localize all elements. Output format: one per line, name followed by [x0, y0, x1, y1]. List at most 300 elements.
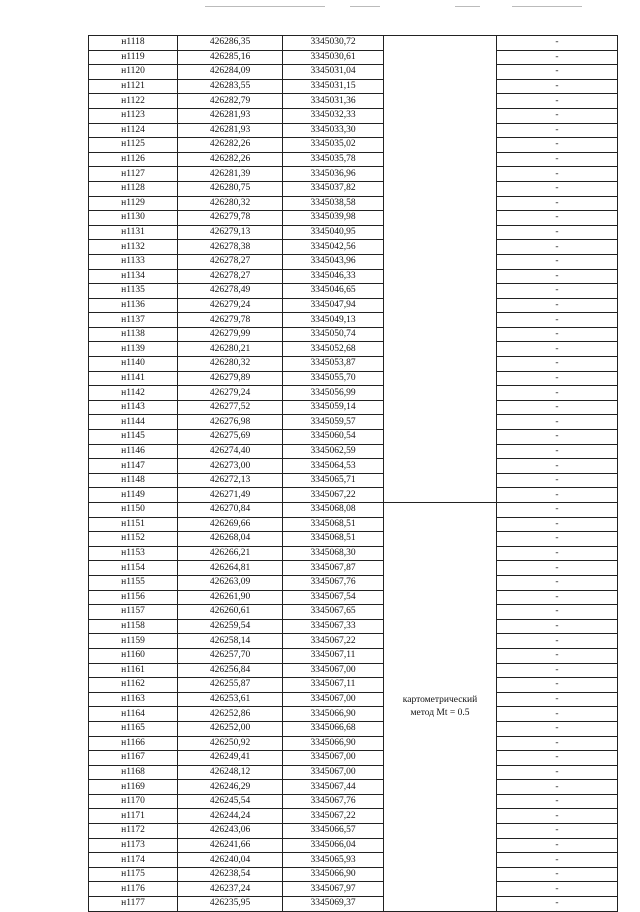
y-coordinate-cell: 3345067,11 [283, 678, 384, 693]
y-coordinate-cell: 3345067,22 [283, 809, 384, 824]
dash-cell: - [497, 707, 618, 722]
x-coordinate-cell: 426282,26 [178, 138, 283, 153]
y-coordinate-cell: 3345067,00 [283, 765, 384, 780]
y-coordinate-cell: 3345031,15 [283, 79, 384, 94]
point-id-cell: н1121 [89, 79, 178, 94]
point-id-cell: н1145 [89, 430, 178, 445]
dash-cell: - [497, 809, 618, 824]
y-coordinate-cell: 3345055,70 [283, 371, 384, 386]
dash-cell: - [497, 678, 618, 693]
y-coordinate-cell: 3345067,87 [283, 561, 384, 576]
dash-cell: - [497, 546, 618, 561]
method-text-line: картометрический [402, 694, 478, 705]
table-row [89, 619, 618, 634]
table-body [89, 36, 618, 912]
x-coordinate-cell: 426256,84 [178, 663, 283, 678]
point-id-cell: н1131 [89, 225, 178, 240]
point-id-cell: н1165 [89, 721, 178, 736]
point-id-cell: н1127 [89, 167, 178, 182]
point-id-cell: н1144 [89, 415, 178, 430]
y-coordinate-cell: 3345067,33 [283, 619, 384, 634]
point-id-cell: н1163 [89, 692, 178, 707]
y-coordinate-cell: 3345039,98 [283, 211, 384, 226]
table-row [89, 79, 618, 94]
coordinates-table-container [88, 35, 618, 912]
x-coordinate-cell: 426278,27 [178, 269, 283, 284]
point-id-cell: н1142 [89, 386, 178, 401]
x-coordinate-cell: 426271,49 [178, 488, 283, 503]
table-row [89, 488, 618, 503]
dash-cell: - [497, 473, 618, 488]
x-coordinate-cell: 426270,84 [178, 503, 283, 518]
dash-cell: - [497, 648, 618, 663]
y-coordinate-cell: 3345065,93 [283, 853, 384, 868]
dash-cell: - [497, 50, 618, 65]
y-coordinate-cell: 3345066,04 [283, 838, 384, 853]
x-coordinate-cell: 426263,09 [178, 575, 283, 590]
point-id-cell: н1138 [89, 327, 178, 342]
point-id-cell: н1173 [89, 838, 178, 853]
method-cell-empty [384, 36, 497, 503]
x-coordinate-cell: 426273,00 [178, 459, 283, 474]
dash-cell: - [497, 400, 618, 415]
point-id-cell: н1136 [89, 298, 178, 313]
point-id-cell: н1146 [89, 444, 178, 459]
y-coordinate-cell: 3345035,78 [283, 152, 384, 167]
x-coordinate-cell: 426281,39 [178, 167, 283, 182]
point-id-cell: н1157 [89, 605, 178, 620]
x-coordinate-cell: 426258,14 [178, 634, 283, 649]
table-row [89, 269, 618, 284]
y-coordinate-cell: 3345067,76 [283, 575, 384, 590]
table-row [89, 838, 618, 853]
x-coordinate-cell: 426279,99 [178, 327, 283, 342]
point-id-cell: н1139 [89, 342, 178, 357]
y-coordinate-cell: 3345066,90 [283, 707, 384, 722]
y-coordinate-cell: 3345068,51 [283, 532, 384, 547]
y-coordinate-cell: 3345050,74 [283, 327, 384, 342]
y-coordinate-cell: 3345060,54 [283, 430, 384, 445]
x-coordinate-cell: 426280,21 [178, 342, 283, 357]
table-row [89, 605, 618, 620]
x-coordinate-cell: 426249,41 [178, 751, 283, 766]
x-coordinate-cell: 426252,00 [178, 721, 283, 736]
y-coordinate-cell: 3345030,61 [283, 50, 384, 65]
point-id-cell: н1164 [89, 707, 178, 722]
point-id-cell: н1143 [89, 400, 178, 415]
table-row [89, 575, 618, 590]
dash-cell: - [497, 313, 618, 328]
y-coordinate-cell: 3345064,53 [283, 459, 384, 474]
x-coordinate-cell: 426281,93 [178, 123, 283, 138]
dash-cell: - [497, 357, 618, 372]
coordinates-table [88, 35, 618, 912]
point-id-cell: н1170 [89, 794, 178, 809]
y-coordinate-cell: 3345030,72 [283, 36, 384, 51]
y-coordinate-cell: 3345037,82 [283, 181, 384, 196]
point-id-cell: н1161 [89, 663, 178, 678]
y-coordinate-cell: 3345052,68 [283, 342, 384, 357]
x-coordinate-cell: 426248,12 [178, 765, 283, 780]
dash-cell: - [497, 269, 618, 284]
point-id-cell: н1160 [89, 648, 178, 663]
y-coordinate-cell: 3345066,68 [283, 721, 384, 736]
table-row [89, 824, 618, 839]
point-id-cell: н1124 [89, 123, 178, 138]
x-coordinate-cell: 426278,49 [178, 284, 283, 299]
x-coordinate-cell: 426279,13 [178, 225, 283, 240]
table-row [89, 444, 618, 459]
y-coordinate-cell: 3345033,30 [283, 123, 384, 138]
y-coordinate-cell: 3345038,58 [283, 196, 384, 211]
x-coordinate-cell: 426240,04 [178, 853, 283, 868]
point-id-cell: н1168 [89, 765, 178, 780]
y-coordinate-cell: 3345031,04 [283, 65, 384, 80]
x-coordinate-cell: 426259,54 [178, 619, 283, 634]
point-id-cell: н1152 [89, 532, 178, 547]
y-coordinate-cell: 3345059,14 [283, 400, 384, 415]
dash-cell: - [497, 415, 618, 430]
point-id-cell: н1140 [89, 357, 178, 372]
dash-cell: - [497, 867, 618, 882]
point-id-cell: н1148 [89, 473, 178, 488]
y-coordinate-cell: 3345069,37 [283, 897, 384, 912]
y-coordinate-cell: 3345056,99 [283, 386, 384, 401]
x-coordinate-cell: 426235,95 [178, 897, 283, 912]
dash-cell: - [497, 79, 618, 94]
point-id-cell: н1129 [89, 196, 178, 211]
x-coordinate-cell: 426277,52 [178, 400, 283, 415]
table-row [89, 65, 618, 80]
x-coordinate-cell: 426278,27 [178, 254, 283, 269]
dash-cell: - [497, 488, 618, 503]
table-row [89, 327, 618, 342]
dash-cell: - [497, 619, 618, 634]
dash-cell: - [497, 459, 618, 474]
point-id-cell: н1155 [89, 575, 178, 590]
x-coordinate-cell: 426261,90 [178, 590, 283, 605]
dash-cell: - [497, 517, 618, 532]
dash-cell: - [497, 503, 618, 518]
table-row [89, 357, 618, 372]
x-coordinate-cell: 426279,78 [178, 313, 283, 328]
point-id-cell: н1176 [89, 882, 178, 897]
y-coordinate-cell: 3345065,71 [283, 473, 384, 488]
dash-cell: - [497, 386, 618, 401]
dash-cell: - [497, 444, 618, 459]
x-coordinate-cell: 426250,92 [178, 736, 283, 751]
y-coordinate-cell: 3345067,22 [283, 634, 384, 649]
dash-cell: - [497, 430, 618, 445]
table-row [89, 284, 618, 299]
table-row [89, 36, 618, 51]
table-row [89, 751, 618, 766]
y-coordinate-cell: 3345067,44 [283, 780, 384, 795]
dash-cell: - [497, 824, 618, 839]
point-id-cell: н1166 [89, 736, 178, 751]
header-scan-marks [0, 6, 640, 12]
dash-cell: - [497, 240, 618, 255]
method-cell [384, 503, 497, 912]
table-row [89, 386, 618, 401]
point-id-cell: н1126 [89, 152, 178, 167]
y-coordinate-cell: 3345036,96 [283, 167, 384, 182]
y-coordinate-cell: 3345067,00 [283, 751, 384, 766]
x-coordinate-cell: 426272,13 [178, 473, 283, 488]
dash-cell: - [497, 897, 618, 912]
table-row [89, 503, 618, 518]
table-row [89, 313, 618, 328]
table-row [89, 897, 618, 912]
dash-cell: - [497, 575, 618, 590]
point-id-cell: н1125 [89, 138, 178, 153]
x-coordinate-cell: 426255,87 [178, 678, 283, 693]
x-coordinate-cell: 426283,55 [178, 79, 283, 94]
x-coordinate-cell: 426285,16 [178, 50, 283, 65]
table-row [89, 546, 618, 561]
y-coordinate-cell: 3345042,56 [283, 240, 384, 255]
dash-cell: - [497, 765, 618, 780]
table-row [89, 663, 618, 678]
point-id-cell: н1172 [89, 824, 178, 839]
x-coordinate-cell: 426279,89 [178, 371, 283, 386]
table-row [89, 415, 618, 430]
point-id-cell: н1150 [89, 503, 178, 518]
x-coordinate-cell: 426243,06 [178, 824, 283, 839]
table-row [89, 50, 618, 65]
dash-cell: - [497, 167, 618, 182]
table-row [89, 371, 618, 386]
method-text-line: метод Mt = 0.5 [410, 707, 470, 718]
x-coordinate-cell: 426269,66 [178, 517, 283, 532]
point-id-cell: н1153 [89, 546, 178, 561]
x-coordinate-cell: 426275,69 [178, 430, 283, 445]
point-id-cell: н1135 [89, 284, 178, 299]
x-coordinate-cell: 426238,54 [178, 867, 283, 882]
table-row [89, 473, 618, 488]
dash-cell: - [497, 298, 618, 313]
point-id-cell: н1159 [89, 634, 178, 649]
table-row [89, 430, 618, 445]
dash-cell: - [497, 284, 618, 299]
table-row [89, 532, 618, 547]
y-coordinate-cell: 3345031,36 [283, 94, 384, 109]
table-row [89, 809, 618, 824]
x-coordinate-cell: 426253,61 [178, 692, 283, 707]
y-coordinate-cell: 3345043,96 [283, 254, 384, 269]
dash-cell: - [497, 532, 618, 547]
table-row [89, 765, 618, 780]
point-id-cell: н1154 [89, 561, 178, 576]
point-id-cell: н1158 [89, 619, 178, 634]
y-coordinate-cell: 3345059,57 [283, 415, 384, 430]
table-row [89, 181, 618, 196]
y-coordinate-cell: 3345067,00 [283, 663, 384, 678]
dash-cell: - [497, 853, 618, 868]
dash-cell: - [497, 371, 618, 386]
point-id-cell: н1118 [89, 36, 178, 51]
table-row [89, 780, 618, 795]
point-id-cell: н1133 [89, 254, 178, 269]
x-coordinate-cell: 426284,09 [178, 65, 283, 80]
table-row [89, 634, 618, 649]
y-coordinate-cell: 3345066,57 [283, 824, 384, 839]
x-coordinate-cell: 426282,26 [178, 152, 283, 167]
dash-cell: - [497, 94, 618, 109]
y-coordinate-cell: 3345040,95 [283, 225, 384, 240]
table-row [89, 853, 618, 868]
dash-cell: - [497, 108, 618, 123]
point-id-cell: н1169 [89, 780, 178, 795]
dash-cell: - [497, 692, 618, 707]
table-row [89, 459, 618, 474]
table-row [89, 196, 618, 211]
y-coordinate-cell: 3345067,65 [283, 605, 384, 620]
table-row [89, 138, 618, 153]
table-row [89, 108, 618, 123]
table-row [89, 648, 618, 663]
y-coordinate-cell: 3345032,33 [283, 108, 384, 123]
point-id-cell: н1128 [89, 181, 178, 196]
x-coordinate-cell: 426244,24 [178, 809, 283, 824]
dash-cell: - [497, 254, 618, 269]
point-id-cell: н1141 [89, 371, 178, 386]
dash-cell: - [497, 794, 618, 809]
table-row [89, 867, 618, 882]
point-id-cell: н1149 [89, 488, 178, 503]
x-coordinate-cell: 426279,78 [178, 211, 283, 226]
table-row [89, 254, 618, 269]
table-row [89, 240, 618, 255]
point-id-cell: н1156 [89, 590, 178, 605]
x-coordinate-cell: 426280,32 [178, 357, 283, 372]
table-row [89, 94, 618, 109]
x-coordinate-cell: 426252,86 [178, 707, 283, 722]
y-coordinate-cell: 3345046,33 [283, 269, 384, 284]
x-coordinate-cell: 426268,04 [178, 532, 283, 547]
y-coordinate-cell: 3345047,94 [283, 298, 384, 313]
dash-cell: - [497, 196, 618, 211]
y-coordinate-cell: 3345068,08 [283, 503, 384, 518]
dash-cell: - [497, 327, 618, 342]
table-row [89, 590, 618, 605]
table-row [89, 678, 618, 693]
x-coordinate-cell: 426276,98 [178, 415, 283, 430]
dash-cell: - [497, 181, 618, 196]
point-id-cell: н1167 [89, 751, 178, 766]
y-coordinate-cell: 3345067,54 [283, 590, 384, 605]
dash-cell: - [497, 152, 618, 167]
x-coordinate-cell: 426281,93 [178, 108, 283, 123]
dash-cell: - [497, 882, 618, 897]
y-coordinate-cell: 3345066,90 [283, 867, 384, 882]
dash-cell: - [497, 138, 618, 153]
point-id-cell: н1171 [89, 809, 178, 824]
x-coordinate-cell: 426279,24 [178, 298, 283, 313]
x-coordinate-cell: 426241,66 [178, 838, 283, 853]
x-coordinate-cell: 426280,75 [178, 181, 283, 196]
y-coordinate-cell: 3345067,76 [283, 794, 384, 809]
dash-cell: - [497, 838, 618, 853]
dash-cell: - [497, 211, 618, 226]
x-coordinate-cell: 426279,24 [178, 386, 283, 401]
dash-cell: - [497, 36, 618, 51]
table-row [89, 561, 618, 576]
dash-cell: - [497, 721, 618, 736]
dash-cell: - [497, 342, 618, 357]
y-coordinate-cell: 3345067,22 [283, 488, 384, 503]
point-id-cell: н1174 [89, 853, 178, 868]
dash-cell: - [497, 736, 618, 751]
dash-cell: - [497, 780, 618, 795]
point-id-cell: н1122 [89, 94, 178, 109]
dash-cell: - [497, 751, 618, 766]
table-row [89, 400, 618, 415]
table-row [89, 517, 618, 532]
table-row [89, 152, 618, 167]
y-coordinate-cell: 3345067,00 [283, 692, 384, 707]
point-id-cell: н1162 [89, 678, 178, 693]
table-row [89, 692, 618, 707]
point-id-cell: н1147 [89, 459, 178, 474]
table-row [89, 707, 618, 722]
dash-cell: - [497, 65, 618, 80]
x-coordinate-cell: 426274,40 [178, 444, 283, 459]
point-id-cell: н1177 [89, 897, 178, 912]
x-coordinate-cell: 426264,81 [178, 561, 283, 576]
y-coordinate-cell: 3345068,30 [283, 546, 384, 561]
table-row [89, 225, 618, 240]
table-row [89, 736, 618, 751]
y-coordinate-cell: 3345049,13 [283, 313, 384, 328]
table-row [89, 721, 618, 736]
dash-cell: - [497, 225, 618, 240]
y-coordinate-cell: 3345066,90 [283, 736, 384, 751]
x-coordinate-cell: 426237,24 [178, 882, 283, 897]
table-row [89, 342, 618, 357]
point-id-cell: н1120 [89, 65, 178, 80]
table-row [89, 298, 618, 313]
point-id-cell: н1134 [89, 269, 178, 284]
y-coordinate-cell: 3345046,65 [283, 284, 384, 299]
y-coordinate-cell: 3345053,87 [283, 357, 384, 372]
point-id-cell: н1132 [89, 240, 178, 255]
point-id-cell: н1119 [89, 50, 178, 65]
x-coordinate-cell: 426286,35 [178, 36, 283, 51]
dash-cell: - [497, 605, 618, 620]
table-row [89, 167, 618, 182]
x-coordinate-cell: 426257,70 [178, 648, 283, 663]
point-id-cell: н1130 [89, 211, 178, 226]
y-coordinate-cell: 3345035,02 [283, 138, 384, 153]
dash-cell: - [497, 663, 618, 678]
table-row [89, 794, 618, 809]
point-id-cell: н1137 [89, 313, 178, 328]
point-id-cell: н1175 [89, 867, 178, 882]
x-coordinate-cell: 426280,32 [178, 196, 283, 211]
x-coordinate-cell: 426245,54 [178, 794, 283, 809]
point-id-cell: н1151 [89, 517, 178, 532]
table-row [89, 211, 618, 226]
x-coordinate-cell: 426266,21 [178, 546, 283, 561]
dash-cell: - [497, 561, 618, 576]
dash-cell: - [497, 123, 618, 138]
y-coordinate-cell: 3345062,59 [283, 444, 384, 459]
x-coordinate-cell: 426282,79 [178, 94, 283, 109]
y-coordinate-cell: 3345067,97 [283, 882, 384, 897]
dash-cell: - [497, 590, 618, 605]
table-row [89, 123, 618, 138]
